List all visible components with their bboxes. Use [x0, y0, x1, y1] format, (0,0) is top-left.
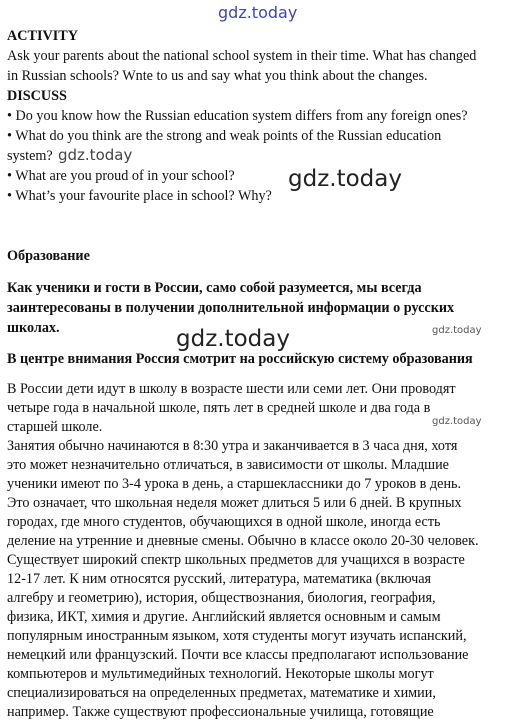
- body-line: популярным иностранным языком, хотя студенты могут изучать испанский,: [7, 628, 467, 644]
- body-line: 12-17 лет. К ним относятся русский, литература, математика (включая: [7, 571, 432, 587]
- discuss-item: • What are you proud of in your school?: [7, 168, 235, 184]
- intro-line: Как ученики и гости в России, само собой разумеется, мы всегда: [7, 280, 422, 296]
- activity-heading: ACTIVITY: [7, 28, 78, 44]
- discuss-item: • What’s your favourite place in school? Why?: [7, 188, 272, 204]
- body-line: например. Также существуют профессиональные училища, готовящие: [7, 704, 434, 720]
- activity-text: [7, 46, 512, 86]
- watermark: gdz.today: [288, 166, 402, 192]
- body-line: четыре года в начальной школе, пять лет в средней школе и два года в: [7, 400, 431, 416]
- body-line: физика, ИКТ, химия и другие. Английский является основным и самым: [7, 609, 441, 625]
- body-line: Занятия обычно начинаются в 8:30 утра и заканчивается в 3 часа дня, хотя: [7, 438, 458, 454]
- body-line: городах, где много студентов, обучающихся в одной школе, иногда есть: [7, 514, 441, 530]
- watermark: gdz.today: [176, 326, 290, 352]
- discuss-item: system?: [7, 148, 53, 164]
- intro-line: заинтересованы в получении дополнительной информации о русских: [7, 300, 455, 316]
- activity-line: Ask your parents about the national school system in their time. What has changed: [7, 48, 477, 64]
- watermark-small: gdz.today: [432, 325, 482, 336]
- body-line: Существует широкий спектр школьных предметов для учащихся в возрасте: [7, 552, 465, 568]
- body-line: немецкий или французский. Почти все классы предполагают использование: [7, 647, 469, 663]
- discuss-heading: DISCUSS: [7, 88, 67, 104]
- discuss-item: • Do you know how the Russian education system differs from any foreign ones?: [7, 108, 468, 124]
- watermark-small: gdz.today: [432, 416, 482, 427]
- intro-line: школах.: [7, 320, 60, 336]
- body-line: деление на утренние и дневные смены. Обычно в классе около 20-30 человек.: [7, 533, 479, 549]
- body-line: В России дети идут в школу в возрасте шести или семи лет. Они проводят: [7, 381, 456, 397]
- body-line: Это означает, что школьная неделя может длиться 5 или 6 дней. В крупных: [7, 495, 462, 511]
- russian-title: Образование: [7, 248, 90, 264]
- body-line: ученики имеют по 3-4 урока в день, а старшеклассники до 7 уроков в день.: [7, 476, 462, 492]
- body-line: старшей школе.: [7, 419, 103, 435]
- discuss-item: • What do you think are the strong and weak points of the Russian education: [7, 128, 442, 144]
- activity-line: in Russian schools? Wnte to us and say what you think about the changes.: [7, 68, 428, 84]
- watermark-top: gdz.today: [218, 3, 298, 22]
- russian-body: [7, 380, 512, 722]
- body-line: компьютеров и мультимедийных технологий. Некоторые школы могут: [7, 666, 434, 682]
- body-line: алгебру и геометрию), история, обществознания, биология, география,: [7, 590, 436, 606]
- watermark: gdz.today: [58, 146, 133, 164]
- body-line: специализироваться на определенных предметах, математике и химии,: [7, 685, 436, 701]
- body-line: это может незначительно отличаться, в зависимости от школы. Младшие: [7, 457, 449, 473]
- russian-subtitle: В центре внимания Россия смотрит на российскую систему образования: [7, 351, 473, 367]
